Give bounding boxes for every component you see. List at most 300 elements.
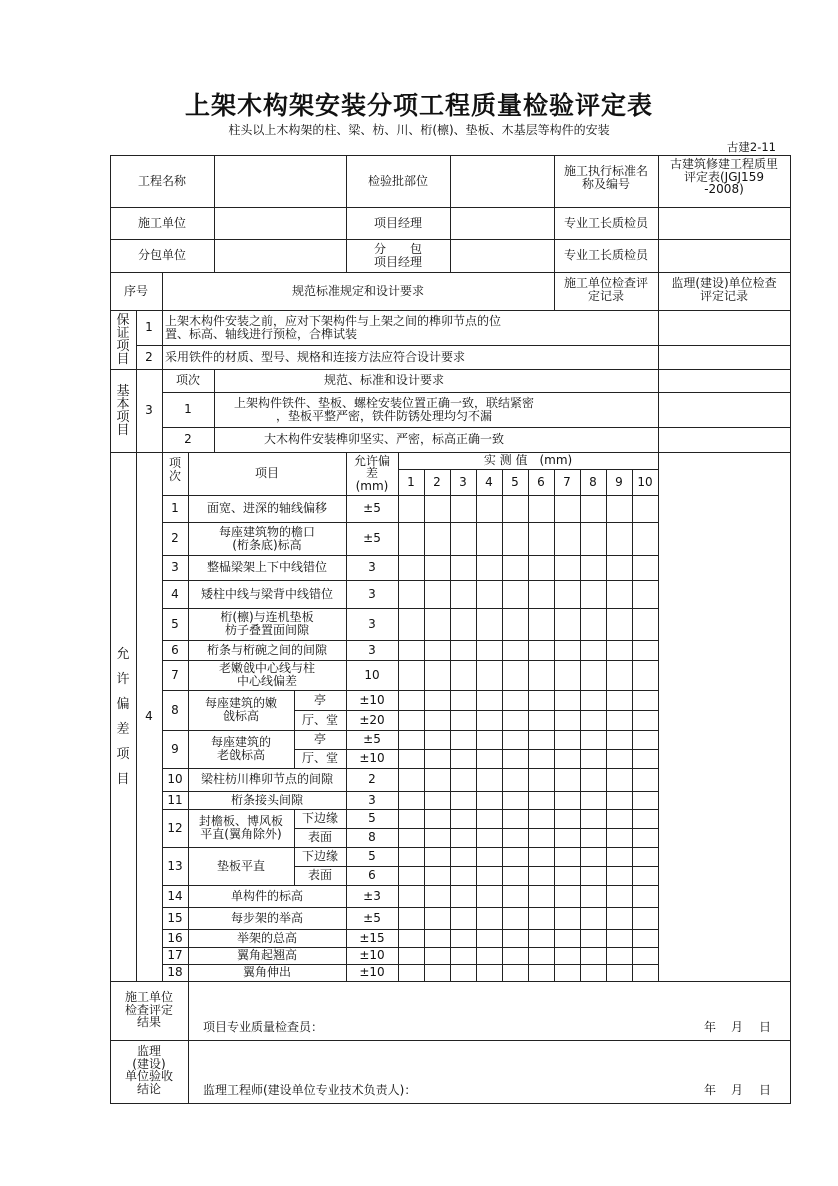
- measured-value-cell[interactable]: [580, 495, 606, 522]
- measured-value-cell[interactable]: [424, 885, 450, 907]
- measured-value-cell[interactable]: [528, 660, 554, 690]
- measured-value-cell[interactable]: [632, 495, 658, 522]
- measured-value-cell[interactable]: [450, 929, 476, 947]
- measured-value-cell[interactable]: [632, 749, 658, 768]
- measured-col-header-text: 7: [563, 474, 571, 489]
- measured-value-cell[interactable]: [528, 608, 554, 640]
- spec-header-text: 规范标准规定和设计要求: [291, 283, 424, 298]
- measured-value-cell[interactable]: [476, 608, 502, 640]
- measured-value-cell[interactable]: [398, 660, 424, 690]
- basic-section-label-char: 本: [116, 396, 130, 412]
- measured-value-cell[interactable]: [606, 947, 632, 964]
- tolerance-row-allow-text: ±5: [363, 531, 381, 546]
- basic-supervisor-record[interactable]: [658, 427, 790, 452]
- measured-value-cell[interactable]: [606, 710, 632, 730]
- measured-value-cell[interactable]: [606, 522, 632, 555]
- measured-value-cell[interactable]: [528, 580, 554, 608]
- measured-value-cell[interactable]: [476, 964, 502, 981]
- measured-value-cell[interactable]: [580, 710, 606, 730]
- measured-value-cell[interactable]: [424, 608, 450, 640]
- measured-value-cell[interactable]: [528, 690, 554, 710]
- measured-value-cell[interactable]: [424, 690, 450, 710]
- measured-value-cell[interactable]: [424, 847, 450, 866]
- measured-value-cell[interactable]: [632, 791, 658, 809]
- measured-value-cell[interactable]: [398, 768, 424, 791]
- measured-value-cell[interactable]: [580, 791, 606, 809]
- measured-value-cell[interactable]: [580, 907, 606, 929]
- measured-value-cell[interactable]: [528, 710, 554, 730]
- tolerance-row-allow-text: 5: [368, 811, 376, 826]
- measured-value-cell[interactable]: [424, 947, 450, 964]
- tolerance-row-allow-text: ±10: [359, 965, 385, 980]
- measured-value-cell[interactable]: [632, 929, 658, 947]
- measured-value-cell[interactable]: [528, 522, 554, 555]
- measured-value-cell[interactable]: [554, 522, 580, 555]
- measured-value-cell[interactable]: [606, 640, 632, 660]
- measured-value-cell[interactable]: [476, 640, 502, 660]
- tolerance-row-allow: [346, 580, 398, 608]
- measured-value-cell[interactable]: [632, 964, 658, 981]
- measured-value-cell[interactable]: [580, 947, 606, 964]
- measured-value-cell[interactable]: [528, 791, 554, 809]
- measured-value-cell[interactable]: [502, 964, 528, 981]
- tolerance-row-item-text: 每座建筑物的檐口 (桁条底)标高: [218, 524, 315, 552]
- measured-value-cell[interactable]: [554, 929, 580, 947]
- measured-value-cell[interactable]: [554, 749, 580, 768]
- measured-value-cell[interactable]: [554, 866, 580, 885]
- measured-value-cell[interactable]: [502, 929, 528, 947]
- measured-value-cell[interactable]: [502, 809, 528, 828]
- measured-value-cell[interactable]: [450, 866, 476, 885]
- measured-value-cell[interactable]: [450, 608, 476, 640]
- measured-value-cell[interactable]: [606, 885, 632, 907]
- measured-value-cell[interactable]: [580, 749, 606, 768]
- inspection-part-field[interactable]: [450, 155, 554, 207]
- guarantee-item-text-text: 采用铁件的材质、型号、规格和连接方法应符合设计要求: [165, 349, 466, 364]
- supervisor-record-header-text: 监理(建设)单位检查 评定记录: [671, 276, 777, 303]
- measured-value-cell[interactable]: [502, 608, 528, 640]
- measured-value-cell[interactable]: [580, 640, 606, 660]
- measured-value-cell[interactable]: [632, 866, 658, 885]
- measured-value-cell[interactable]: [476, 555, 502, 580]
- measured-value-cell[interactable]: [502, 640, 528, 660]
- measured-value-cell[interactable]: [450, 768, 476, 791]
- measured-value-cell[interactable]: [398, 964, 424, 981]
- measured-value-cell[interactable]: [476, 768, 502, 791]
- measured-col-header-text: 6: [537, 474, 545, 489]
- measured-value-cell[interactable]: [502, 555, 528, 580]
- measured-value-cell[interactable]: [398, 866, 424, 885]
- grid-line-horizontal: [110, 1040, 791, 1041]
- measured-value-cell[interactable]: [528, 730, 554, 749]
- measured-value-cell[interactable]: [632, 640, 658, 660]
- measured-value-cell[interactable]: [528, 749, 554, 768]
- measured-value-cell[interactable]: [476, 749, 502, 768]
- basic-contractor-record[interactable]: [554, 427, 658, 452]
- tolerance-row-item-text: 矮柱中线与梁背中线错位: [200, 586, 333, 601]
- basic-item-text: [214, 392, 554, 427]
- measured-value-cell[interactable]: [632, 608, 658, 640]
- basic-section-label-char: 项: [116, 409, 130, 425]
- measured-value-cell[interactable]: [476, 907, 502, 929]
- tolerance-row-no-text: 10: [167, 772, 183, 787]
- measured-value-cell[interactable]: [528, 929, 554, 947]
- project-manager-field[interactable]: [450, 207, 554, 239]
- tolerance-row-no-text: 1: [171, 501, 179, 516]
- tolerance-row-item-text: 老嫩戗中心线与柱 中心线偏差: [218, 661, 315, 688]
- measured-value-cell[interactable]: [632, 580, 658, 608]
- measured-value-cell[interactable]: [450, 809, 476, 828]
- tolerance-remarks[interactable]: [658, 452, 790, 981]
- measured-value-cell[interactable]: [450, 730, 476, 749]
- measured-value-cell[interactable]: [450, 947, 476, 964]
- tolerance-row-subitem-text: 厅、堂: [301, 712, 338, 727]
- contractor-result-label: [110, 985, 188, 1040]
- measured-value-cell[interactable]: [398, 580, 424, 608]
- measured-value-cell[interactable]: [554, 580, 580, 608]
- measured-value-cell[interactable]: [606, 828, 632, 847]
- measured-value-cell[interactable]: [632, 809, 658, 828]
- subcontract-unit-field[interactable]: [214, 239, 346, 272]
- measured-value-cell[interactable]: [450, 710, 476, 730]
- measured-value-cell[interactable]: [502, 660, 528, 690]
- measured-value-cell[interactable]: [632, 710, 658, 730]
- measured-value-cell[interactable]: [528, 964, 554, 981]
- measured-col-header: [450, 469, 476, 495]
- basic-contractor-record[interactable]: [554, 392, 658, 427]
- measured-value-cell[interactable]: [424, 964, 450, 981]
- measured-value-cell[interactable]: [476, 495, 502, 522]
- measured-value-cell[interactable]: [476, 885, 502, 907]
- measured-value-cell[interactable]: [580, 608, 606, 640]
- measured-value-cell[interactable]: [528, 555, 554, 580]
- supervisor-conclusion-field[interactable]: [188, 1043, 790, 1078]
- measured-value-cell[interactable]: [554, 730, 580, 749]
- measured-value-cell[interactable]: [632, 690, 658, 710]
- measured-value-cell[interactable]: [606, 866, 632, 885]
- measured-value-cell[interactable]: [398, 947, 424, 964]
- measured-value-cell[interactable]: [528, 495, 554, 522]
- measured-value-cell[interactable]: [606, 580, 632, 608]
- measured-value-cell[interactable]: [606, 964, 632, 981]
- measured-value-cell[interactable]: [528, 640, 554, 660]
- measured-value-cell[interactable]: [554, 791, 580, 809]
- guarantee-supervisor-record[interactable]: [658, 310, 790, 345]
- measured-value-cell[interactable]: [424, 791, 450, 809]
- measured-value-cell[interactable]: [502, 847, 528, 866]
- measured-value-cell[interactable]: [632, 522, 658, 555]
- measured-value-cell[interactable]: [580, 660, 606, 690]
- measured-col-header: [424, 469, 450, 495]
- measured-value-cell[interactable]: [450, 555, 476, 580]
- measured-value-cell[interactable]: [398, 929, 424, 947]
- measured-value-cell[interactable]: [398, 640, 424, 660]
- measured-value-cell[interactable]: [398, 907, 424, 929]
- measured-value-cell[interactable]: [476, 710, 502, 730]
- measured-value-cell[interactable]: [424, 710, 450, 730]
- measured-value-cell[interactable]: [580, 730, 606, 749]
- measured-value-cell[interactable]: [554, 495, 580, 522]
- measured-value-cell[interactable]: [450, 640, 476, 660]
- basic-contractor-record[interactable]: [554, 369, 658, 392]
- measured-value-cell[interactable]: [554, 690, 580, 710]
- tolerance-row-item-text: 封檐板、博风板 平直(翼角除外): [198, 814, 283, 841]
- measured-value-cell[interactable]: [476, 828, 502, 847]
- measured-value-cell[interactable]: [424, 580, 450, 608]
- measured-col-header: [606, 469, 632, 495]
- measured-value-cell[interactable]: [502, 522, 528, 555]
- measured-value-cell[interactable]: [450, 495, 476, 522]
- guarantee-section-label-char: 项: [116, 338, 130, 354]
- measured-value-cell[interactable]: [424, 730, 450, 749]
- measured-value-cell[interactable]: [398, 749, 424, 768]
- tolerance-row-item: [188, 730, 294, 768]
- measured-value-cell[interactable]: [580, 580, 606, 608]
- tolerance-row-no-text: 9: [171, 741, 179, 756]
- measured-value-cell[interactable]: [502, 580, 528, 608]
- measured-value-cell[interactable]: [554, 885, 580, 907]
- measured-value-cell[interactable]: [476, 522, 502, 555]
- tolerance-section-no-text: 4: [145, 709, 153, 724]
- measured-value-cell[interactable]: [398, 495, 424, 522]
- measured-value-cell[interactable]: [606, 907, 632, 929]
- measured-value-cell[interactable]: [398, 710, 424, 730]
- tolerance-col-item-header-text: 项目: [254, 466, 279, 481]
- measured-value-cell[interactable]: [476, 847, 502, 866]
- measured-value-cell[interactable]: [502, 947, 528, 964]
- measured-value-cell[interactable]: [450, 907, 476, 929]
- measured-value-cell[interactable]: [554, 768, 580, 791]
- measured-value-cell[interactable]: [554, 907, 580, 929]
- measured-value-cell[interactable]: [554, 947, 580, 964]
- measured-value-cell[interactable]: [554, 710, 580, 730]
- measured-value-cell[interactable]: [502, 749, 528, 768]
- measured-value-cell[interactable]: [424, 929, 450, 947]
- measured-value-cell[interactable]: [606, 809, 632, 828]
- measured-value-cell[interactable]: [580, 809, 606, 828]
- contractor-date-day: [755, 1015, 775, 1040]
- tolerance-row-allow: [346, 929, 398, 947]
- measured-value-cell[interactable]: [606, 608, 632, 640]
- tolerance-row-allow-text: ±3: [363, 888, 381, 903]
- measured-value-cell[interactable]: [632, 828, 658, 847]
- measured-value-cell[interactable]: [606, 929, 632, 947]
- measured-value-cell[interactable]: [528, 847, 554, 866]
- measured-col-header-text: 1: [407, 474, 415, 489]
- tolerance-row-allow-text: ±20: [359, 712, 385, 727]
- tolerance-row-subitem-text: 下边缘: [301, 811, 338, 826]
- measured-value-cell[interactable]: [554, 555, 580, 580]
- measured-value-cell[interactable]: [502, 768, 528, 791]
- measured-value-cell[interactable]: [554, 809, 580, 828]
- measured-value-cell[interactable]: [424, 522, 450, 555]
- project-name-label-text: 工程名称: [137, 173, 186, 188]
- measured-value-cell[interactable]: [424, 495, 450, 522]
- measured-value-cell[interactable]: [502, 885, 528, 907]
- measured-value-cell[interactable]: [398, 690, 424, 710]
- tolerance-row-allow: [346, 947, 398, 964]
- tolerance-row-allow: [346, 809, 398, 828]
- measured-value-cell[interactable]: [554, 847, 580, 866]
- measured-value-cell[interactable]: [632, 885, 658, 907]
- measured-value-cell[interactable]: [632, 847, 658, 866]
- basic-supervisor-record[interactable]: [658, 369, 790, 392]
- tolerance-row-subitem: [294, 847, 346, 866]
- page-subtitle: 柱头以上木构架的柱、梁、枋、川、桁(檩)、垫板、木基层等构件的安装: [228, 123, 610, 137]
- measured-value-cell[interactable]: [606, 495, 632, 522]
- measured-value-cell[interactable]: [528, 947, 554, 964]
- measured-value-cell[interactable]: [580, 964, 606, 981]
- foreman-inspector-field[interactable]: [658, 207, 790, 239]
- measured-value-cell[interactable]: [580, 828, 606, 847]
- measured-value-cell[interactable]: [424, 660, 450, 690]
- guarantee-contractor-record[interactable]: [554, 310, 658, 345]
- measured-value-cell[interactable]: [398, 608, 424, 640]
- measured-value-cell[interactable]: [580, 555, 606, 580]
- measured-value-cell[interactable]: [424, 809, 450, 828]
- measured-value-cell[interactable]: [398, 791, 424, 809]
- measured-value-cell[interactable]: [476, 791, 502, 809]
- measured-value-cell[interactable]: [398, 809, 424, 828]
- contractor-result-field[interactable]: [188, 985, 790, 1015]
- contractor-inspector-signature-text: 项目专业质量检查员：: [203, 1020, 324, 1035]
- measured-value-cell[interactable]: [632, 907, 658, 929]
- measured-value-cell[interactable]: [632, 555, 658, 580]
- measured-value-cell[interactable]: [424, 907, 450, 929]
- measured-value-cell[interactable]: [632, 947, 658, 964]
- measured-value-cell[interactable]: [606, 791, 632, 809]
- measured-value-cell[interactable]: [450, 791, 476, 809]
- measured-value-cell[interactable]: [450, 828, 476, 847]
- measured-value-cell[interactable]: [476, 866, 502, 885]
- measured-value-cell[interactable]: [476, 947, 502, 964]
- tolerance-row-item-text: 梁柱枋川榫卯节点的间隙: [200, 772, 333, 787]
- measured-value-cell[interactable]: [450, 885, 476, 907]
- measured-value-cell[interactable]: [476, 809, 502, 828]
- subcontract-manager-field[interactable]: [450, 239, 554, 272]
- measured-value-cell[interactable]: [554, 828, 580, 847]
- tolerance-section-label-char: 偏: [116, 696, 130, 712]
- measured-value-cell[interactable]: [450, 964, 476, 981]
- construction-unit-label: [110, 207, 214, 239]
- measured-value-cell[interactable]: [528, 809, 554, 828]
- basic-item-no-main: [136, 369, 162, 452]
- standard-value-text: 古建筑修建工程质里 评定表(JGJ159 -2008): [669, 157, 778, 197]
- foreman-inspector-label: [554, 207, 658, 239]
- measured-value-cell[interactable]: [502, 828, 528, 847]
- measured-value-cell[interactable]: [528, 907, 554, 929]
- project-name-field[interactable]: [214, 155, 346, 207]
- measured-value-cell[interactable]: [554, 640, 580, 660]
- measured-value-cell[interactable]: [450, 580, 476, 608]
- measured-value-cell[interactable]: [554, 660, 580, 690]
- measured-value-cell[interactable]: [606, 847, 632, 866]
- measured-value-cell[interactable]: [580, 768, 606, 791]
- tolerance-section-label-char: 许: [116, 671, 130, 687]
- measured-value-cell[interactable]: [580, 847, 606, 866]
- measured-value-cell[interactable]: [502, 730, 528, 749]
- tolerance-row-allow-text: ±10: [359, 692, 385, 707]
- measured-value-cell[interactable]: [450, 690, 476, 710]
- measured-value-cell[interactable]: [424, 828, 450, 847]
- tolerance-row-item-text: 翼角伸出: [242, 965, 291, 980]
- measured-value-cell[interactable]: [502, 866, 528, 885]
- measured-value-cell[interactable]: [450, 522, 476, 555]
- measured-value-cell[interactable]: [528, 866, 554, 885]
- measured-value-cell[interactable]: [528, 885, 554, 907]
- guarantee-supervisor-record[interactable]: [658, 345, 790, 369]
- measured-value-cell[interactable]: [554, 608, 580, 640]
- basic-supervisor-record[interactable]: [658, 392, 790, 427]
- guarantee-item-text: [162, 310, 554, 345]
- measured-value-cell[interactable]: [424, 640, 450, 660]
- measured-value-cell[interactable]: [450, 749, 476, 768]
- measured-value-cell[interactable]: [450, 847, 476, 866]
- measured-value-cell[interactable]: [476, 690, 502, 710]
- measured-value-cell[interactable]: [502, 690, 528, 710]
- guarantee-contractor-record[interactable]: [554, 345, 658, 369]
- measured-value-cell[interactable]: [424, 555, 450, 580]
- measured-value-cell[interactable]: [580, 929, 606, 947]
- measured-value-cell[interactable]: [580, 522, 606, 555]
- measured-value-cell[interactable]: [502, 495, 528, 522]
- measured-value-cell[interactable]: [554, 964, 580, 981]
- measured-value-cell[interactable]: [398, 885, 424, 907]
- measured-value-cell[interactable]: [424, 866, 450, 885]
- measured-value-cell[interactable]: [528, 828, 554, 847]
- measured-value-cell[interactable]: [606, 690, 632, 710]
- tolerance-row-no: [162, 555, 188, 580]
- measured-value-cell[interactable]: [424, 749, 450, 768]
- measured-value-cell[interactable]: [606, 749, 632, 768]
- measured-value-cell[interactable]: [606, 660, 632, 690]
- measured-value-cell[interactable]: [606, 730, 632, 749]
- measured-value-cell[interactable]: [398, 730, 424, 749]
- measured-value-cell[interactable]: [398, 847, 424, 866]
- measured-value-cell[interactable]: [476, 730, 502, 749]
- foreman-inspector-field-2[interactable]: [658, 239, 790, 272]
- tolerance-row-no-text: 16: [167, 930, 183, 945]
- measured-value-cell[interactable]: [632, 730, 658, 749]
- measured-value-cell[interactable]: [632, 768, 658, 791]
- measured-value-cell[interactable]: [398, 555, 424, 580]
- measured-value-cell[interactable]: [606, 768, 632, 791]
- standard-label: [554, 155, 658, 207]
- measured-value-cell[interactable]: [476, 929, 502, 947]
- subcontract-manager-label: [346, 239, 450, 272]
- measured-value-cell[interactable]: [580, 690, 606, 710]
- measured-value-cell[interactable]: [476, 580, 502, 608]
- measured-value-cell[interactable]: [450, 660, 476, 690]
- measured-value-cell[interactable]: [606, 555, 632, 580]
- measured-value-cell[interactable]: [528, 768, 554, 791]
- measured-value-cell[interactable]: [632, 660, 658, 690]
- tolerance-row-item: [188, 809, 294, 847]
- measured-value-cell[interactable]: [502, 791, 528, 809]
- contractor-result-label-text: 施工单位 检查评定 结果: [124, 990, 173, 1030]
- measured-value-cell[interactable]: [398, 828, 424, 847]
- measured-value-cell[interactable]: [580, 885, 606, 907]
- measured-value-cell[interactable]: [502, 710, 528, 730]
- construction-unit-field[interactable]: [214, 207, 346, 239]
- measured-value-cell[interactable]: [476, 660, 502, 690]
- measured-value-cell[interactable]: [502, 907, 528, 929]
- measured-value-cell[interactable]: [424, 768, 450, 791]
- tolerance-row-allow-text: 6: [368, 868, 376, 883]
- measured-value-cell[interactable]: [398, 522, 424, 555]
- measured-value-cell[interactable]: [580, 866, 606, 885]
- tolerance-row-no-text: 12: [167, 820, 183, 835]
